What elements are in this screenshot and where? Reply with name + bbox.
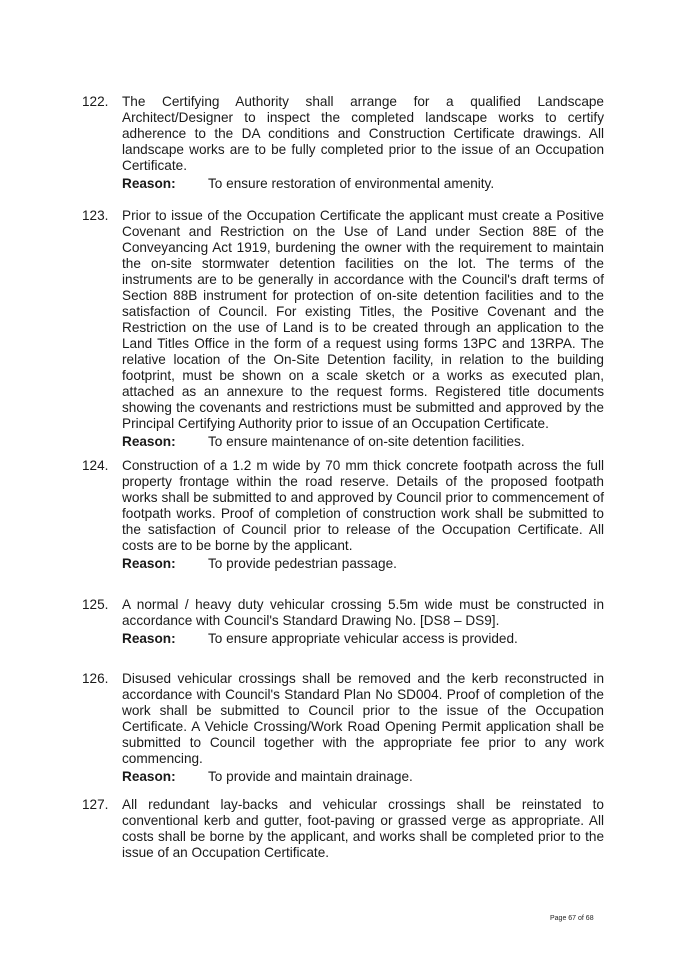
condition-124 (82, 458, 604, 572)
condition-text: A normal / heavy duty vehicular crossing 5.5m wide must be constructed in accordance with Council's Standard Drawing No. [DS8 – DS9]. (122, 597, 604, 628)
condition-text: Prior to issue of the Occupation Certificate the applicant must create a Positive Covenant and Restriction on the Use of Land under Section 88E of the Conveyancing Act 1919, burdening the owner with the requirement to maintain the on-site stormwater detention facilities on the lot. The terms of the instruments are to be generally in accordance with the Council's draft terms of Section 88B instrument for protection of on-site detention facilities and to the satisfaction of Council. For existing Titles, the Positive Covenant and the Restriction on the use of Land is to be created through an application to the Land Titles Office in the form of a request using forms 13PC and 13RPA. The relative location of the On-Site Detention facility, in relation to the building footprint, must be shown on a scale sketch or a works as executed plan, attached as an annexure to the request forms. Registered title documents showing the covenants and restrictions must be submitted and approved by the Principal Certifying Authority prior to issue of an Occupation Certificate. (122, 208, 604, 431)
condition-number: 125. (82, 597, 109, 612)
condition-number: 124. (82, 458, 109, 473)
reason-text: To ensure restoration of environmental amenity. (208, 176, 495, 191)
reason-label: Reason: (122, 434, 176, 449)
condition-number: 122. (82, 94, 109, 109)
reason-label: Reason: (122, 556, 176, 571)
reason-text: To ensure maintenance of on-site detention facilities. (208, 434, 525, 449)
condition-number: 126. (82, 671, 109, 686)
condition-reason (122, 433, 604, 450)
condition-text: The Certifying Authority shall arrange for a qualified Landscape Architect/Designer to inspect the completed landscape works to certify adherence to the DA conditions and Construction Certificate drawings. All landscape works are to be fully completed prior to the issue of an Occupation Certificate. (122, 94, 604, 173)
condition-reason (122, 768, 604, 785)
condition-126 (82, 671, 604, 785)
condition-122 (82, 94, 604, 192)
condition-127 (82, 797, 604, 861)
reason-label: Reason: (122, 769, 176, 784)
condition-text: Disused vehicular crossings shall be removed and the kerb reconstructed in accordance with Council's Standard Plan No SD004. Proof of completion of the work shall be submitted to Council prior to the issue of the Occupation Certificate. A Vehicle Crossing/Work Road Opening Permit application shall be submitted to Council together with the appropriate fee prior to any work commencing. (122, 671, 604, 766)
condition-text: All redundant lay-backs and vehicular crossings shall be reinstated to conventional kerb and gutter, foot-paving or grassed verge as appropriate. All costs shall be borne by the applicant, and works shall be completed prior to the issue of an Occupation Certificate. (122, 797, 604, 860)
condition-123 (82, 208, 604, 450)
condition-text: Construction of a 1.2 m wide by 70 mm thick concrete footpath across the full property frontage within the road reserve. Details of the proposed footpath works shall be submitted to and approved by Council prior to commencement of footpath works. Proof of completion of construction work shall be submitted to the satisfaction of Council prior to release of the Occupation Certificate. All costs are to be borne by the applicant. (122, 458, 604, 553)
condition-number: 127. (82, 797, 109, 812)
condition-reason (122, 555, 604, 572)
reason-text: To ensure appropriate vehicular access is provided. (208, 631, 518, 646)
reason-text: To provide and maintain drainage. (208, 769, 413, 784)
condition-number: 123. (82, 208, 109, 223)
condition-reason (122, 630, 604, 647)
page-number: Page 67 of 68 (550, 915, 594, 922)
reason-label: Reason: (122, 631, 176, 646)
reason-label: Reason: (122, 176, 176, 191)
condition-125 (82, 597, 604, 647)
reason-text: To provide pedestrian passage. (208, 556, 397, 571)
condition-reason (122, 175, 604, 192)
